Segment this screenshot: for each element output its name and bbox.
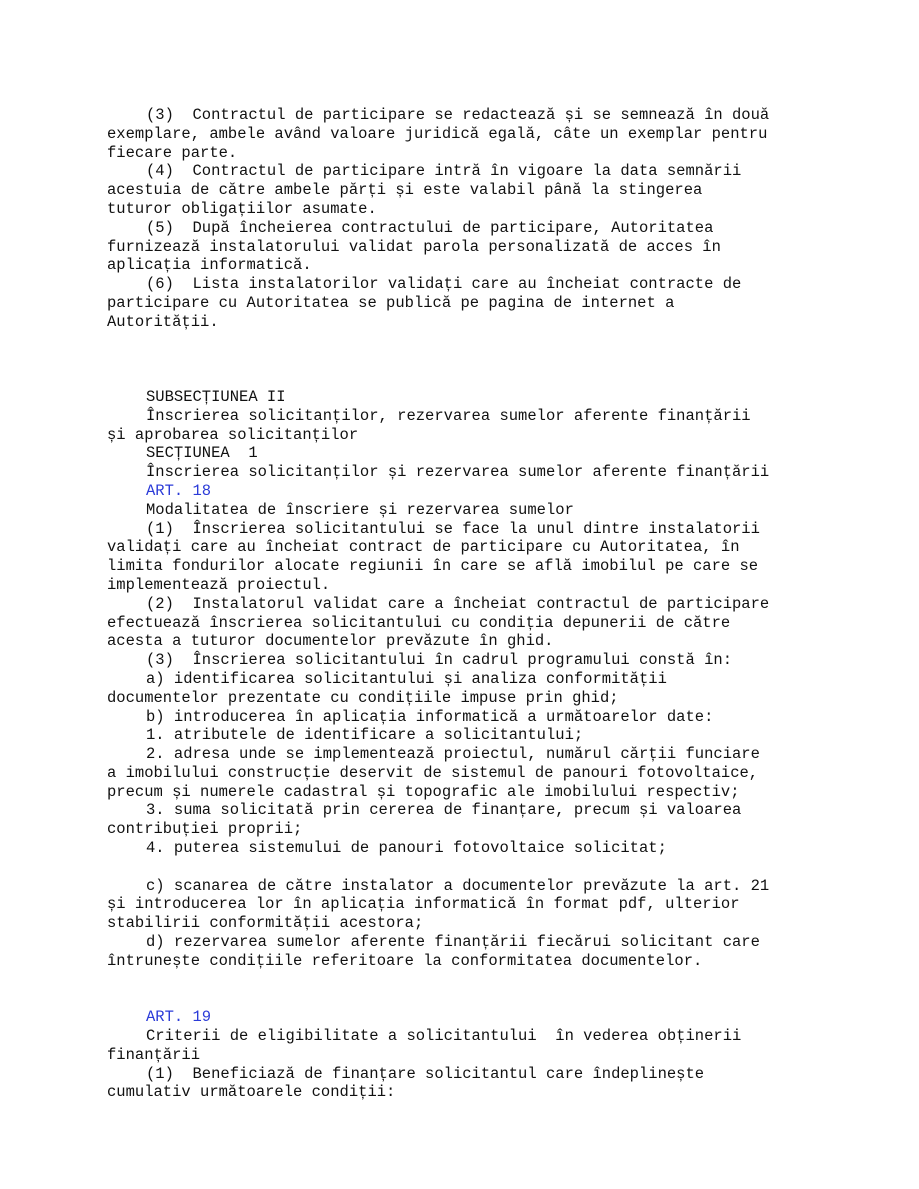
art-19-body: [107, 1065, 827, 1103]
art-18-link[interactable]: ART. 18: [146, 481, 212, 500]
paragraph-line: a) identificarea solicitantului și analiza conformității: [146, 669, 667, 688]
art-19-title: Criterii de eligibilitate a solicitantului în vederea obținerii: [146, 1027, 742, 1046]
paragraph-line: (1) Beneficiază de finanțare solicitantul care îndeplinește: [146, 1064, 705, 1083]
art-18-link-row: [107, 482, 827, 501]
art-18-body-cont: [107, 877, 827, 971]
paragraph-line: aplicația informatică.: [107, 256, 312, 275]
subsection-title-cont: și aprobarea solicitanților: [107, 425, 359, 444]
paragraph-line: (2) Instalatorul validat care a încheiat contractul de participare: [146, 594, 770, 613]
paragraph-line: 2. adresa unde se implementează proiectul, numărul cărții funciare: [146, 745, 760, 764]
art-18-body: [107, 520, 827, 858]
paragraph-line: participare cu Autoritatea se publică pe pagina de internet a: [107, 293, 675, 312]
paragraph-line: b) introducerea în aplicația informatică a următoarelor date:: [146, 707, 714, 726]
art-19-link-row: [107, 1008, 827, 1027]
contract-paragraphs: [107, 106, 827, 332]
paragraph-line: și introducerea lor în aplicația informatică în format pdf, ulterior: [107, 895, 740, 914]
paragraph-line: cumulativ următoarele condiții:: [107, 1083, 396, 1102]
paragraph-line: a imobilului construcție deservit de sistemul de panouri fotovoltaice,: [107, 763, 759, 782]
paragraph-line: limita fondurilor alocate regiunii în care se află imobilul pe care se: [107, 557, 759, 576]
paragraph-line: acestuia de către ambele părți și este valabil până la stingerea: [107, 181, 703, 200]
spacer: [107, 369, 827, 388]
paragraph-line: (3) Înscrierea solicitantului în cadrul programului constă în:: [146, 651, 732, 670]
paragraph-line: (1) Înscrierea solicitantului se face la unul dintre instalatorii: [146, 519, 760, 538]
paragraph-line: 3. suma solicitată prin cererea de finanțare, precum și valoarea: [146, 801, 742, 820]
paragraph-line: 1. atributele de identificare a solicitantului;: [146, 726, 584, 745]
section-label: SECȚIUNEA 1: [146, 444, 258, 463]
paragraph-line: efectuează înscrierea solicitantului cu condiția depunerii de către: [107, 613, 731, 632]
paragraph-line: 4. puterea sistemului de panouri fotovoltaice solicitat;: [146, 839, 667, 858]
paragraph-line: (4) Contractul de participare intră în vigoare la data semnării: [146, 162, 742, 181]
spacer: [107, 332, 827, 370]
paragraph-line: (5) După încheierea contractului de participare, Autoritatea: [146, 218, 714, 237]
paragraph-line: fiecare parte.: [107, 143, 238, 162]
paragraph-line: validați care au încheiat contract de participare cu Autoritatea, în: [107, 538, 740, 557]
paragraph-line: contribuției proprii;: [107, 820, 303, 839]
subsection-label: SUBSECȚIUNEA II: [146, 387, 286, 406]
paragraph-line: tuturor obligațiilor asumate.: [107, 199, 377, 218]
paragraph-line: (6) Lista instalatorilor validați care au încheiat contracte de: [146, 275, 742, 294]
paragraph-line: (3) Contractul de participare se redactează și se semnează în două: [146, 106, 770, 124]
section-title: Înscrierea solicitanților și rezervarea sumelor aferente finanțării: [146, 463, 770, 482]
paragraph-line: Autorității.: [107, 312, 219, 331]
paragraph-line: c) scanarea de către instalator a documentelor prevăzute la art. 21: [146, 876, 770, 895]
spacer: [107, 858, 827, 877]
paragraph-line: furnizează instalatorului validat parola personalizată de acces în: [107, 237, 721, 256]
paragraph-line: precum și numerele cadastral și topografic ale imobilului respectiv;: [107, 782, 740, 801]
subsection-title: Înscrierea solicitanților, rezervarea sumelor aferente finanțării: [146, 406, 751, 425]
art-19-link[interactable]: ART. 19: [146, 1008, 212, 1027]
art-18-title: Modalitatea de înscriere și rezervarea sumelor: [146, 500, 574, 519]
paragraph-line: exemplare, ambele având valoare juridică egală, câte un exemplar pentru: [107, 124, 768, 143]
paragraph-line: stabilirii conformității acestora;: [107, 914, 424, 933]
paragraph-line: d) rezervarea sumelor aferente finanțării fiecărui solicitant care: [146, 933, 760, 952]
paragraph-line: acesta a tuturor documentelor prevăzute în ghid.: [107, 632, 554, 651]
paragraph-line: documentelor prezentate cu condițiile impuse prin ghid;: [107, 688, 619, 707]
document-page: [107, 106, 827, 1102]
paragraph-line: implementează proiectul.: [107, 575, 331, 594]
spacer: [107, 971, 827, 1009]
paragraph-line: întrunește condițiile referitoare la conformitatea documentelor.: [107, 951, 703, 970]
art-19-title-cont: finanțării: [107, 1045, 201, 1064]
